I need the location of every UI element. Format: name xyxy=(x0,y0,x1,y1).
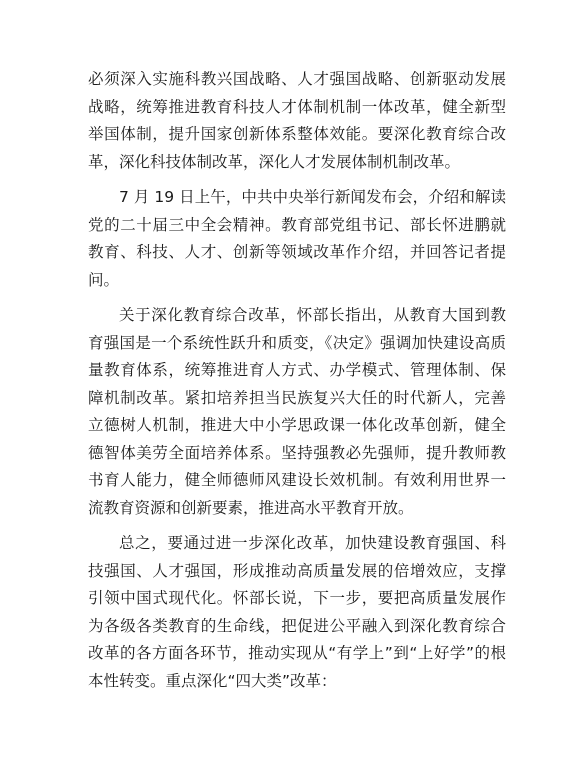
paragraph-continuation: 必须深入实施科教兴国战略、人才强国战略、创新驱动发展战略，统筹推进教育科技人才体制机制一体改革，健全新型举国体制，提升国家创新体系整体效能。要深化教育综合改革，深化科技体制改革，深化人才发展体制机制改革。 xyxy=(88,70,506,171)
paragraph-education-reform: 关于深化教育综合改革，怀部长指出，从教育大国到教育强国是一个系统性跃升和质变，《决定》强调加快建设高质量教育体系，统筹推进育人方式、办学模式、管理体制、保障机制改革。紧扣培养担当民族复兴大任的时代新人，完善立德树人机制，推进大中小学思政课一体化改革创新，健全德智体美劳全面培养体系。坚持强教必先强师，提升教师教书育人能力，健全师德师风建设长效机制。有效利用世界一流教育资源和创新要素，推进高水平教育开放。 xyxy=(88,306,506,517)
paragraph-summary: 总之，要通过进一步深化改革，加快建设教育强国、科技强国、人才强国，形成推动高质量发展的倍增效应，支撑引领中国式现代化。怀部长说，下一步，要把高质量发展作为各级各类教育的生命线，把促进公平融入到深化教育综合改革的各方面各环节，推动实现从“有学上”到“上好学”的根本性转变。重点深化“四大类”改革： xyxy=(88,534,506,690)
paragraph-press-conference: 7 月 19 日上午，中共中央举行新闻发布会，介绍和解读党的二十届三中全会精神。教育部党组书记、部长怀进鹏就教育、科技、人才、创新等领域改革作介绍，并回答记者提问。 xyxy=(88,188,506,289)
document-body xyxy=(88,66,506,703)
